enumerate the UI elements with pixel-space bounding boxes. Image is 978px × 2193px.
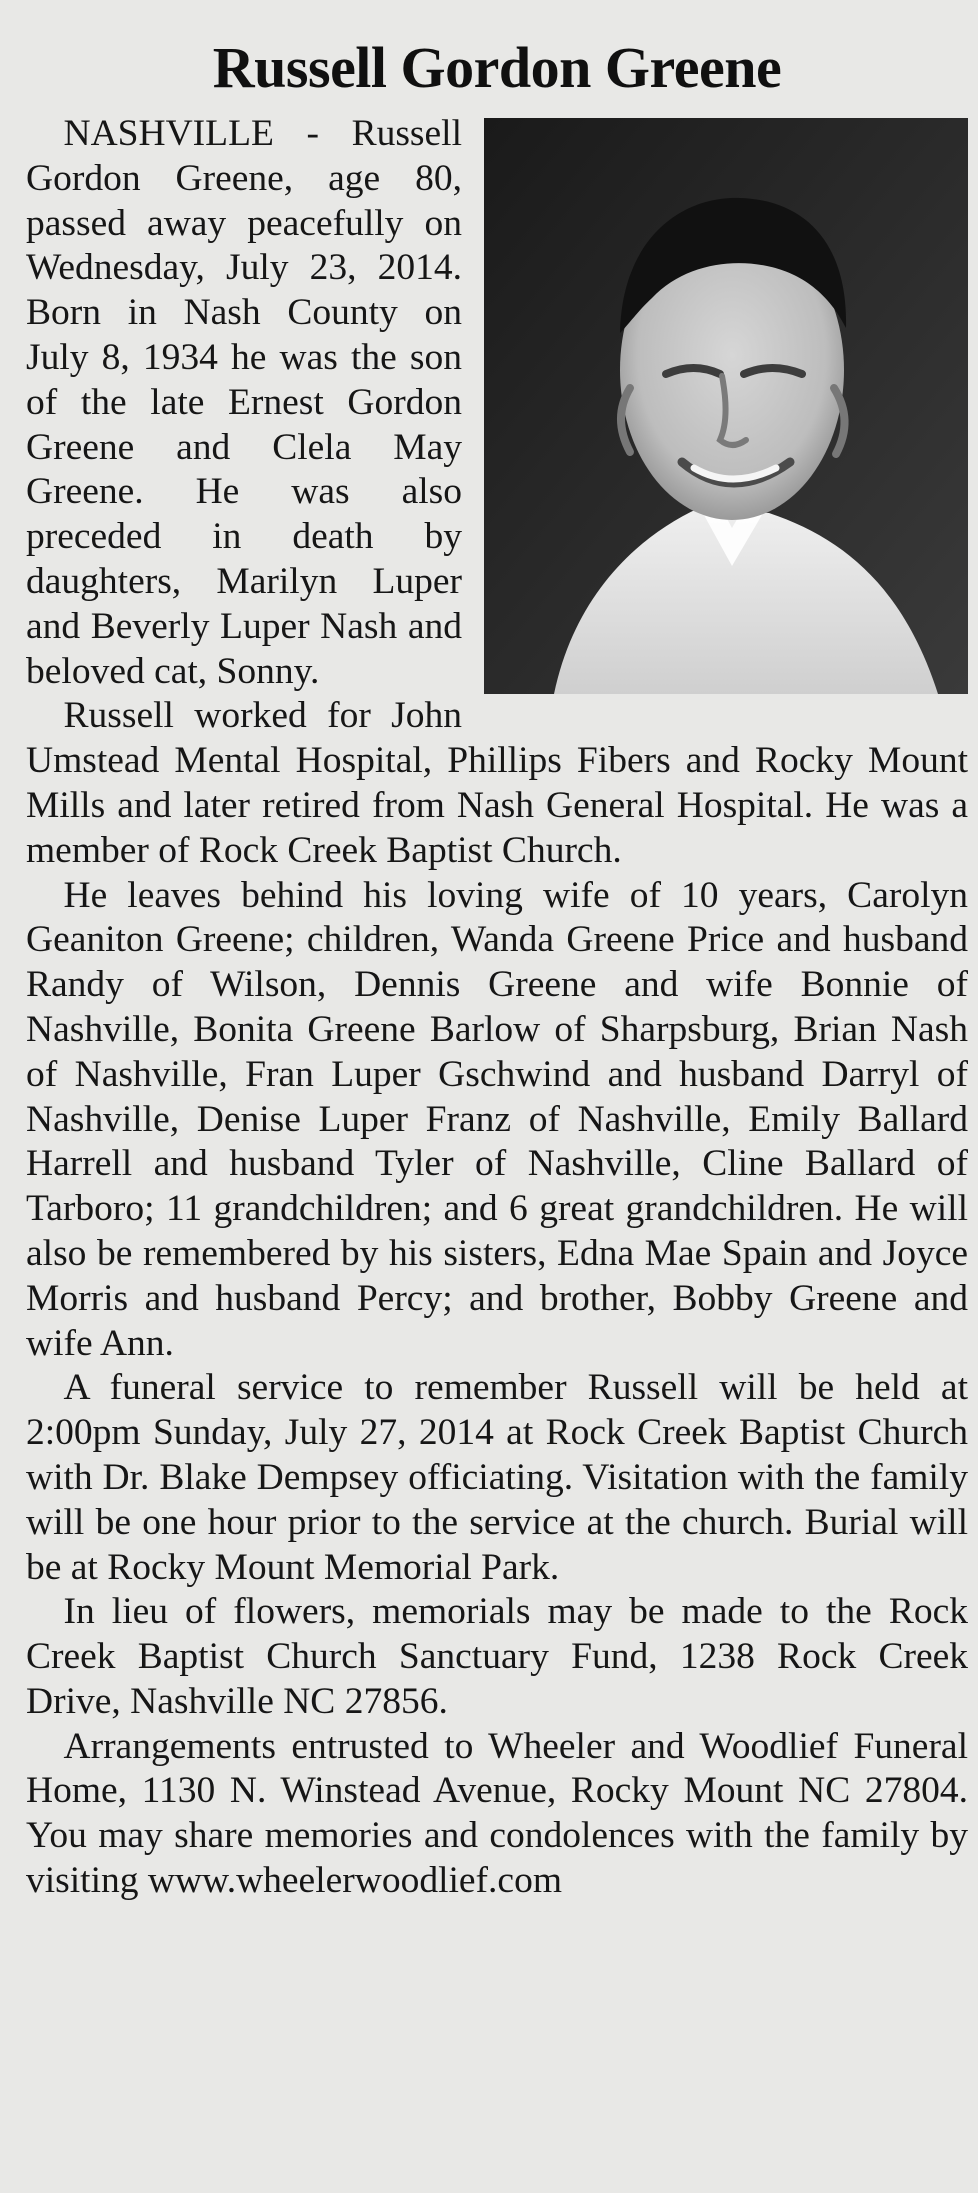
- obituary-paragraph-2: Russell worked for John Umstead Mental Hospital, Phillips Fibers and Rocky Mount Mills and later retired from Nash General Hospital. He was a member of Rock Creek Baptist Church.: [26, 695, 968, 871]
- portrait-photo: [484, 118, 968, 694]
- dateline: NASHVILLE: [63, 113, 274, 154]
- obituary-paragraph-6: Arrangements entrusted to Wheeler and Woodlief Funeral Home, 1130 N. Winstead Avenue, Rocky Mount NC 27804. You may share memories and condolences with the family by visiting www.wheelerwoodlief.com: [26, 1725, 968, 1902]
- paragraph-1-text: - Russell Gordon Greene, age 80, passed away peacefully on Wednesday, July 23, 2014. Born in Nash County on July 8, 1934 he was the son of the late Ernest Gordon Greene and Clela May Greene. He was also preceded in death by daughters, Marilyn Luper and Beverly Luper Nash and beloved cat, Sonny.: [26, 113, 462, 692]
- obituary-paragraph-4: A funeral service to remember Russell will be held at 2:00pm Sunday, July 27, 2014 at Rock Creek Baptist Church with Dr. Blake Dempsey officiating. Visitation with the family will be one hour prior to the service at the church. Burial will be at Rocky Mount Memorial Park.: [26, 1367, 968, 1588]
- obituary-paragraph-5: In lieu of flowers, memorials may be made to the Rock Creek Baptist Church Sanctuary Fund, 1238 Rock Creek Drive, Nashville NC 27856.: [26, 1591, 968, 1722]
- obituary-body: [26, 112, 968, 1904]
- obituary-title: Russell Gordon Greene: [212, 35, 782, 100]
- obituary-paragraph-3: He leaves behind his loving wife of 10 years, Carolyn Geaniton Greene; children, Wanda Greene Price and husband Randy of Wilson, Dennis Greene and wife Bonnie of Nashville, Bonita Greene Barlow of Sharpsburg, Brian Nash of Nashville, Fran Luper Gschwind and husband Darryl of Nashville, Denise Luper Franz of Nashville, Emily Ballard Harrell and husband Tyler of Nashville, Cline Ballard of Tarboro; 11 grandchildren; and 6 great grandchildren. He will also be remembered by his sisters, Edna Mae Spain and Joyce Morris and husband Percy; and brother, Bobby Greene and wife Ann.: [26, 874, 968, 1364]
